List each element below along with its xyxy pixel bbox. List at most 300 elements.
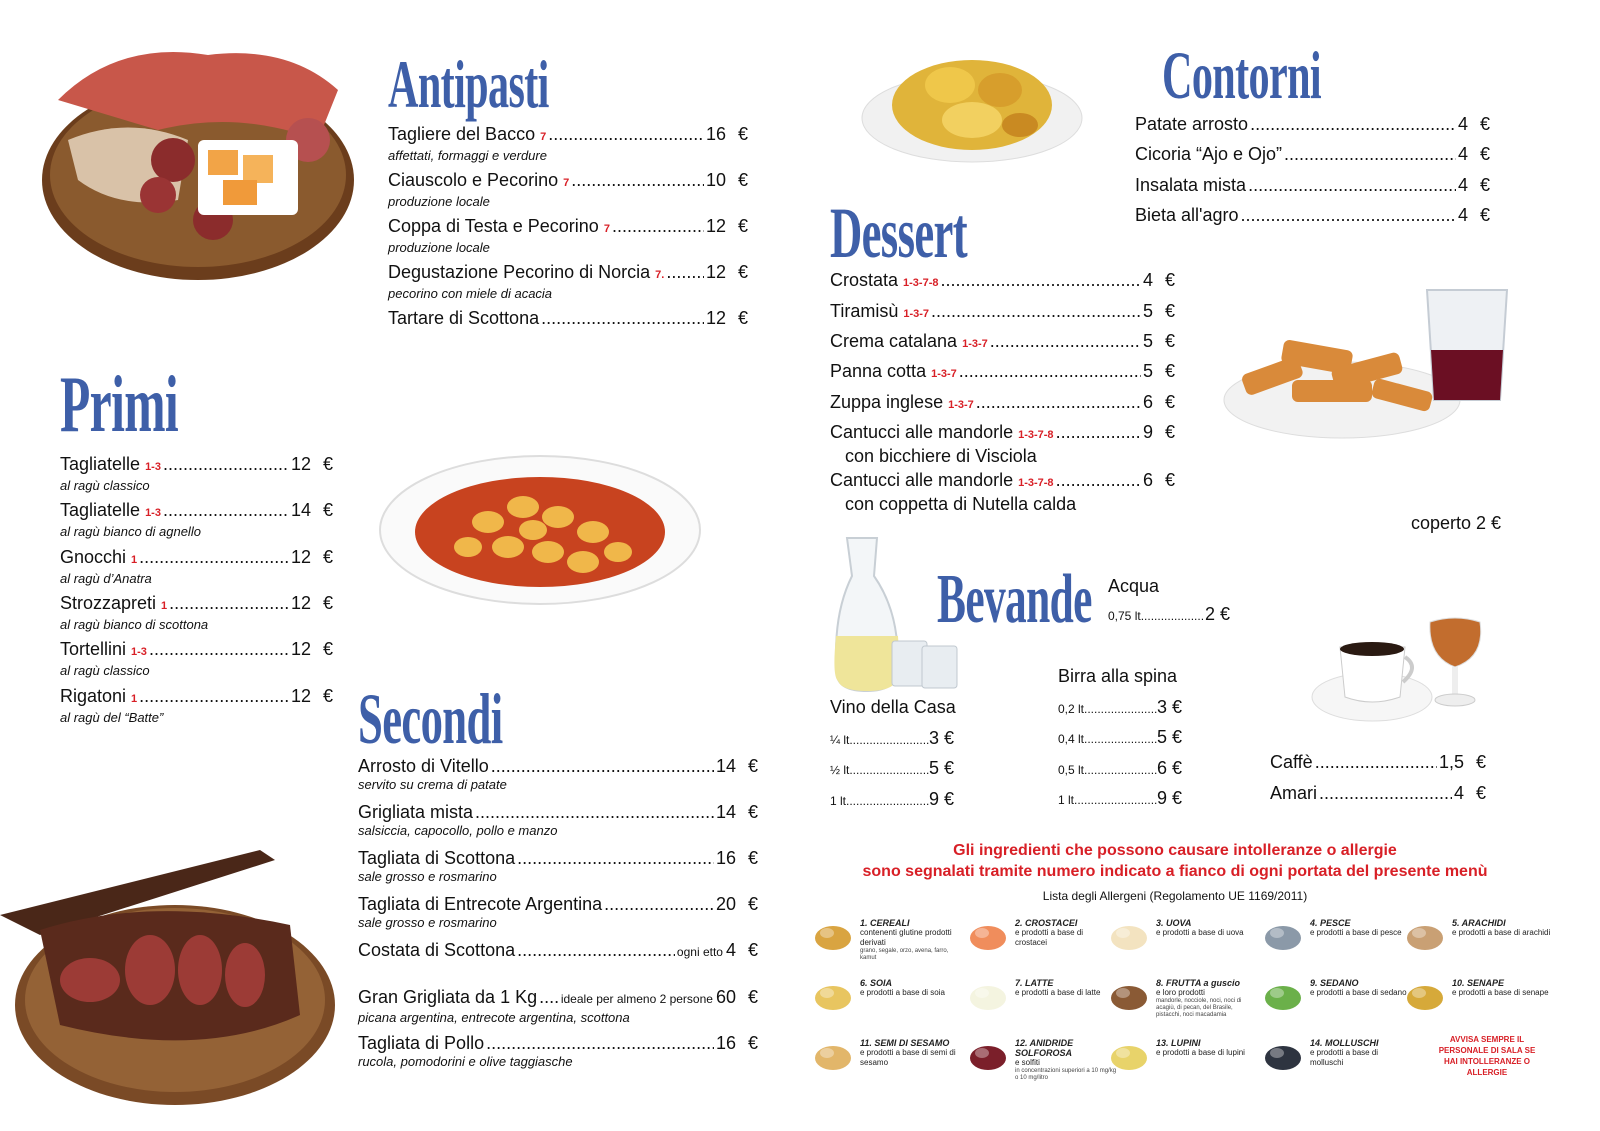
antipasti-item-desc: produzione locale	[388, 194, 490, 209]
dessert-item-allergens: 1-3-7-8	[903, 277, 939, 289]
secondi-heading: Secondi	[358, 679, 503, 759]
dessert-item-currency: €	[1164, 422, 1175, 442]
birra-leader	[1074, 793, 1157, 807]
allergen-desc: contenenti glutine prodotti derivati	[860, 928, 952, 947]
allergen-text	[1310, 918, 1402, 938]
secondi-item-name: Gran Grigliata da 1 Kg	[358, 986, 538, 1007]
secondi-item-desc: sale grosso e rosmarino	[358, 869, 497, 885]
birra-row	[1058, 697, 1182, 718]
mustard-icon	[1404, 978, 1446, 1012]
allergen-title: 3. UOVA	[1156, 918, 1192, 928]
sesame-icon	[812, 1038, 854, 1072]
dessert-item-price: 9	[1142, 422, 1153, 442]
antipasti-item	[388, 124, 748, 163]
secondi-item-desc: salsiccia, capocollo, pollo e manzo	[358, 823, 558, 839]
primi-item-row	[60, 639, 333, 663]
secondi-item-leader	[539, 987, 559, 1008]
allergen-title: 11. SEMI DI SESAMO	[860, 1038, 950, 1048]
primi-item-price: 12	[290, 592, 311, 613]
antipasti-item-name: Tagliere del Bacco	[388, 124, 536, 144]
contorni-item-leader	[1248, 175, 1456, 196]
secondi-item-desc: picana argentina, entrecote argentina, scottona	[358, 1009, 630, 1025]
dessert-item-row	[830, 331, 1175, 355]
primi-item-leader	[149, 639, 289, 660]
birra-leader	[1084, 702, 1157, 716]
mussels-icon	[1262, 1038, 1304, 1072]
antipasti-item-desc: pecorino con miele di acacia	[388, 286, 553, 301]
contorni-item-leader	[1284, 144, 1456, 165]
secondi-item	[358, 1033, 758, 1069]
primi-item-desc: al ragù bianco di agnello	[60, 524, 201, 540]
dessert-item-sub: con coppetta di Nutella calda	[845, 494, 1077, 514]
dessert-item-name: Cantucci alle mandorle	[830, 470, 1014, 490]
secondi-item-note: ogni etto	[676, 945, 723, 960]
allergen-title: 1. CEREALI	[860, 918, 910, 928]
nuts-icon	[1108, 978, 1150, 1012]
antipasti-item-allergens: 7	[603, 223, 610, 235]
allergen-note: grano, segale, orzo, avena, farro, kamut	[860, 948, 949, 961]
amari-price: 4	[1453, 783, 1464, 803]
contorni-item-name: Cicoria “Ajo e Ojo”	[1135, 144, 1283, 165]
primi-item-desc: al ragù bianco di scottona	[60, 616, 209, 632]
contorni-item	[1135, 114, 1490, 135]
dessert-item	[830, 422, 1175, 466]
primi-item-desc: al ragù del “Batte”	[60, 709, 164, 725]
allergen-text	[1452, 978, 1549, 998]
contorni-item-leader	[1241, 205, 1456, 226]
secondi-item-name: Tagliata di Pollo	[358, 1032, 485, 1053]
antipasti-item-leader	[548, 124, 704, 145]
tortellini-bowl-image	[378, 452, 703, 607]
birra-leader	[1084, 763, 1157, 777]
primi-item-price: 12	[290, 685, 311, 706]
eggs-icon	[1108, 918, 1150, 952]
birra-row	[1058, 788, 1182, 809]
contorni-item-leader	[1250, 114, 1456, 135]
allergen-desc: e prodotti a base di uova	[1156, 928, 1244, 937]
primi-item-name: Gnocchi	[60, 546, 127, 567]
contorni-heading: Contorni	[1162, 37, 1322, 113]
secondi-item-leader	[475, 802, 714, 823]
contorni-item-row	[1135, 205, 1490, 226]
dessert-item-row	[830, 270, 1175, 294]
secondi-item	[358, 756, 758, 792]
dessert-item-price: 6	[1142, 392, 1153, 412]
primi-item-leader	[169, 593, 289, 614]
antipasti-item-leader	[541, 308, 704, 329]
primi-item-currency: €	[322, 454, 333, 474]
bevande-heading: Bevande	[937, 561, 1092, 638]
allergen-text	[1015, 1038, 1117, 1082]
birra-leader	[1084, 732, 1157, 746]
dessert-item-row	[830, 422, 1175, 446]
contorni-item	[1135, 175, 1490, 196]
contorni-item-price: 4	[1457, 144, 1468, 165]
vino-label: Vino della Casa	[830, 697, 956, 717]
secondi-item-currency: €	[747, 1032, 758, 1053]
coperto-label: coperto 2 €	[1411, 513, 1502, 533]
primi-item	[60, 500, 333, 539]
birra-size: 0,2 lt	[1058, 702, 1085, 716]
primi-item-row	[60, 500, 333, 524]
allergen-title: 8. FRUTTA a guscio	[1156, 978, 1241, 988]
primi-item-allergens: 1-3	[131, 646, 147, 659]
dessert-heading: Dessert	[830, 193, 967, 273]
antipasti-item-leader	[612, 216, 704, 237]
secondi-item-currency: €	[747, 802, 758, 823]
allergen-desc: e prodotti a base di soia	[860, 988, 945, 997]
dessert-item-row	[830, 361, 1175, 385]
secondi-item-price: 60	[715, 986, 736, 1007]
contorni-item-currency: €	[1479, 144, 1490, 165]
secondi-item-name: Costata di Scottona	[358, 940, 516, 961]
allergen-entry	[1404, 978, 1554, 1012]
primi-item-desc: al ragù classico	[60, 663, 150, 679]
antipasti-item-allergens: 7	[563, 177, 570, 189]
antipasti-item-price: 12	[705, 216, 726, 236]
allergen-entry	[1262, 978, 1412, 1012]
birra-size: 0,5 lt	[1058, 762, 1085, 777]
primi-item	[60, 686, 333, 725]
acqua-row	[1108, 604, 1230, 625]
allergen-text	[860, 1038, 962, 1068]
birra-row	[1058, 727, 1182, 748]
contorni-item-currency: €	[1479, 174, 1490, 195]
birra-label: Birra alla spina	[1058, 666, 1178, 686]
allergen-desc: e loro prodotti	[1156, 988, 1205, 997]
acqua-price: 2 €	[1204, 604, 1230, 624]
allergen-desc: e prodotti a base di sedano	[1310, 988, 1407, 997]
secondi-item-note: ideale per almeno 2 persone	[560, 991, 713, 1006]
antipasti-item-name: Degustazione Pecorino di Norcia	[388, 262, 651, 282]
dessert-item-price: 5	[1142, 361, 1153, 381]
antipasti-item-price: 12	[705, 262, 726, 282]
wine-icon	[967, 1038, 1009, 1072]
allergen-entry	[1108, 1038, 1258, 1072]
dessert-item-allergens: 1-3-7-8	[1018, 477, 1054, 489]
allergen-title: 5. ARACHIDI	[1452, 918, 1506, 928]
secondi-item-leader	[517, 848, 714, 869]
cereals-icon	[812, 918, 854, 952]
allergen-title: 2. CROSTACEI	[1015, 918, 1078, 928]
antipasti-item	[388, 170, 748, 209]
acqua-label: Acqua	[1108, 576, 1160, 596]
allergen-entry	[1108, 978, 1258, 1019]
allergen-entry	[1262, 1038, 1412, 1072]
vino-size: 1 lt	[830, 793, 847, 808]
vino-leader	[846, 794, 929, 808]
contorni-item-row	[1135, 175, 1490, 196]
allergen-title: 7. LATTE	[1015, 978, 1054, 988]
primi-item	[60, 547, 333, 586]
secondi-item-currency: €	[747, 756, 758, 776]
primi-item-leader	[139, 547, 289, 568]
primi-item-leader	[163, 500, 289, 521]
primi-item-currency: €	[322, 685, 333, 706]
secondi-item-currency: €	[747, 986, 758, 1007]
dessert-item-currency: €	[1164, 270, 1175, 290]
primi-item-allergens: 1	[131, 692, 138, 705]
allergen-title: 9. SEDANO	[1310, 978, 1359, 988]
secondi-item-leader	[491, 756, 714, 777]
primi-item-currency: €	[322, 639, 333, 660]
vino-row	[830, 758, 954, 779]
primi-item-price: 14	[290, 500, 311, 521]
secondi-item-currency: €	[747, 940, 758, 961]
primi-item-price: 12	[290, 639, 311, 660]
allergen-entry	[967, 1038, 1117, 1082]
dessert-item	[830, 392, 1175, 416]
dessert-item-currency: €	[1164, 470, 1175, 490]
secondi-item-desc: servito su crema di patate	[358, 777, 507, 792]
dessert-item-leader	[1056, 422, 1141, 443]
allergen-title: 10. SENAPE	[1452, 978, 1505, 988]
dessert-item	[830, 470, 1175, 514]
allergen-text	[1156, 918, 1244, 938]
secondi-item	[358, 802, 758, 838]
contorni-item-currency: €	[1479, 114, 1490, 134]
caffe-price: 1,5	[1438, 752, 1464, 772]
primi-item-name: Strozzapreti	[60, 592, 157, 613]
allergen-desc: e prodotti a base di lupini	[1156, 1048, 1245, 1057]
secondi-item-desc: rucola, pomodorini e olive taggiasche	[358, 1053, 573, 1069]
dessert-item-name: Crostata	[830, 270, 899, 290]
primi-item-price: 12	[290, 454, 311, 474]
dessert-item-leader	[959, 361, 1141, 382]
secondi-item-row	[358, 848, 758, 869]
vino-leader	[849, 733, 929, 747]
dessert-item-price: 4	[1142, 270, 1153, 290]
shrimp-icon	[967, 918, 1009, 952]
primi-item-currency: €	[322, 592, 333, 613]
contorni-item-name: Insalata mista	[1135, 174, 1247, 195]
allergen-title: 12. ANIDRIDE SOLFOROSA	[1015, 1038, 1074, 1058]
allergen-text	[1156, 978, 1258, 1019]
antipasti-item-currency: €	[737, 262, 748, 282]
primi-item-row	[60, 593, 333, 617]
antipasti-board-image	[38, 30, 358, 285]
allergen-entry	[1108, 918, 1258, 952]
secondi-item-price: 14	[715, 802, 736, 823]
antipasti-item-price: 16	[705, 124, 726, 144]
birra-price: 6 €	[1156, 757, 1182, 778]
antipasti-item	[388, 308, 748, 329]
allergen-text	[1310, 1038, 1412, 1068]
contorni-item-price: 4	[1457, 114, 1468, 134]
primi-item-name: Tortellini	[60, 639, 127, 660]
antipasti-item-name: Coppa di Testa e Pecorino	[388, 216, 599, 236]
antipasti-item-row	[388, 124, 748, 148]
vino-size: ¼ lt	[830, 733, 850, 747]
secondi-item-price: 4	[725, 940, 736, 961]
primi-item-name: Tagliatelle	[60, 500, 141, 521]
contorni-item-row	[1135, 114, 1490, 135]
dessert-item-row	[830, 301, 1175, 325]
allergen-text	[1015, 918, 1117, 948]
secondi-item-name: Tagliata di Entrecote Argentina	[358, 894, 603, 915]
dessert-item-price: 6	[1142, 470, 1153, 490]
allergen-text	[1015, 978, 1100, 998]
allergen-desc: e prodotti a base di senape	[1452, 988, 1549, 997]
allergen-entry	[967, 978, 1117, 1012]
secondi-item	[358, 894, 758, 930]
allergen-desc: e prodotti a base di arachidi	[1452, 928, 1551, 937]
dessert-item-price: 5	[1142, 301, 1153, 321]
allergy-warning: AVVISA SEMPRE IL PERSONALE DI SALA SE HAI INTOLLERANZE O ALLERGIE	[1438, 1035, 1536, 1077]
allergen-desc: e prodotti a base di pesce	[1310, 928, 1402, 937]
amari-row: Amari ..... 4 €	[1270, 783, 1486, 804]
secondi-item-desc: sale grosso e rosmarino	[358, 915, 497, 931]
antipasti-item-currency: €	[737, 124, 748, 144]
steak-board-image	[0, 845, 340, 1107]
secondi-item-row	[358, 756, 758, 777]
allergen-entry	[1262, 918, 1412, 952]
dessert-item-allergens: 1-3-7	[903, 308, 930, 320]
secondi-item-price: 14	[715, 756, 736, 776]
allergy-title-line2: sono segnalati tramite numero indicato a fianco di ogni portata del presente menù	[862, 863, 1488, 880]
dessert-item-name: Cantucci alle mandorle	[830, 422, 1014, 442]
allergen-title: 4. PESCE	[1310, 918, 1351, 928]
secondi-item	[358, 848, 758, 884]
dessert-item-leader	[990, 331, 1141, 352]
vino-size: ½ lt	[830, 763, 850, 778]
primi-heading: Primi	[60, 361, 179, 449]
dessert-item-leader	[931, 301, 1141, 322]
allergen-text	[860, 978, 945, 998]
allergen-title: 6. SOIA	[860, 978, 893, 988]
secondi-item-leader	[486, 1033, 714, 1054]
allergen-note: in concentrazioni superiori a 10 mg/kg o 10 mg/litro	[1015, 1068, 1117, 1081]
vino-price: 9 €	[928, 788, 954, 809]
primi-item-desc: al ragù classico	[60, 478, 150, 493]
dessert-item-leader	[1056, 470, 1141, 491]
antipasti-heading: Antipasti	[388, 46, 549, 122]
vino-price: 3 €	[928, 728, 954, 748]
milk-icon	[967, 978, 1009, 1012]
celery-icon	[1262, 978, 1304, 1012]
contorni-item-price: 4	[1457, 204, 1468, 225]
secondi-item-row	[358, 894, 758, 915]
primi-item-desc: al ragù d’Anatra	[60, 570, 152, 586]
acqua-size: 0,75 lt	[1108, 609, 1141, 623]
primi-item-allergens: 1	[161, 599, 168, 612]
birra-price: 3 €	[1156, 697, 1182, 717]
secondi-item	[358, 940, 758, 963]
birra-price: 5 €	[1156, 727, 1182, 748]
allergen-entry	[967, 918, 1117, 952]
antipasti-item-desc: produzione locale	[388, 240, 490, 255]
vino-row	[830, 728, 954, 749]
primi-item-leader	[163, 454, 289, 475]
dessert-item-currency: €	[1164, 301, 1175, 321]
dessert-item-name: Panna cotta	[830, 361, 927, 381]
antipasti-item-price: 12	[705, 308, 726, 328]
primi-item	[60, 639, 333, 678]
secondi-item-price: 20	[715, 894, 736, 915]
antipasti-item-name: Ciauscolo e Pecorino	[388, 170, 559, 190]
dessert-item-leader	[941, 270, 1141, 291]
primi-item-row	[60, 547, 333, 571]
primi-item	[60, 593, 333, 632]
secondi-item-row	[358, 802, 758, 823]
dessert-item-allergens: 1-3-7	[948, 399, 974, 411]
allergen-text	[1452, 918, 1550, 938]
peanuts-icon	[1404, 918, 1446, 952]
antipasti-item-currency: €	[737, 308, 748, 328]
primi-item-leader	[139, 686, 289, 707]
dessert-item-currency: €	[1164, 361, 1175, 381]
antipasti-item-allergens: 7	[540, 131, 547, 143]
dessert-item-price: 5	[1142, 331, 1153, 351]
secondi-item	[358, 987, 758, 1025]
dessert-item	[830, 331, 1175, 355]
coffee-amaro-image	[1310, 612, 1490, 727]
primi-item-allergens: 1	[131, 553, 138, 566]
secondi-item-price: 16	[715, 848, 736, 869]
secondi-item-currency: €	[747, 848, 758, 869]
primi-item-row	[60, 454, 333, 478]
vino-leader	[849, 763, 929, 777]
antipasti-item-row	[388, 216, 748, 240]
secondi-item-leader	[517, 940, 675, 961]
contorni-item-currency: €	[1479, 204, 1490, 225]
antipasti-item-currency: €	[737, 216, 748, 236]
antipasti-item-allergens: 7.	[655, 269, 665, 281]
allergen-desc: e prodotti a base di latte	[1015, 988, 1101, 997]
allergen-note: mandorle, nocciole, noci, noci di acagiù, di pecan, del Brasile, pistacchi, noci macadamia	[1156, 998, 1242, 1018]
antipasti-item	[388, 216, 748, 255]
vino-price: 5 €	[928, 758, 954, 779]
antipasti-item-row	[388, 170, 748, 194]
lupin-icon	[1108, 1038, 1150, 1072]
secondi-item-row	[358, 987, 758, 1010]
primi-item-currency: €	[322, 500, 333, 521]
antipasti-item-leader	[666, 262, 704, 283]
allergen-entry	[812, 1038, 962, 1072]
allergen-entry	[812, 918, 962, 962]
secondi-item-name: Arrosto di Vitello	[358, 756, 489, 776]
soy-icon	[812, 978, 854, 1012]
dessert-item	[830, 270, 1175, 294]
secondi-item-row	[358, 940, 758, 963]
dessert-item-leader	[976, 392, 1141, 413]
birra-price: 9 €	[1156, 787, 1182, 808]
antipasti-item-price: 10	[705, 170, 726, 190]
allergy-subtitle: Lista degli Allergeni (Regolamento UE 1169/2011)	[1042, 889, 1308, 903]
primi-item-allergens: 1-3	[145, 507, 161, 520]
dessert-item-sub: con bicchiere di Visciola	[845, 446, 1037, 466]
primi-item-currency: €	[322, 546, 333, 567]
amari-name: Amari	[1270, 783, 1318, 803]
allergen-title: 14. MOLLUSCHI	[1310, 1038, 1379, 1048]
antipasti-item-row	[388, 308, 748, 329]
antipasti-item-currency: €	[737, 170, 748, 190]
birra-size: 1 lt	[1058, 792, 1075, 807]
birra-size: 0,4 lt	[1058, 732, 1085, 747]
allergen-text	[1156, 1038, 1245, 1058]
allergen-desc: e prodotti a base di semi di sesamo	[860, 1048, 956, 1067]
allergy-title-line1: Gli ingredienti che possono causare intolleranze o allergie	[953, 842, 1397, 859]
antipasti-item	[388, 262, 748, 301]
cantucci-plate-image	[1222, 285, 1517, 445]
primi-item-allergens: 1-3	[145, 461, 161, 473]
primi-item-row	[60, 686, 333, 710]
contorni-item-name: Bieta all'agro	[1135, 204, 1239, 225]
allergen-desc: e prodotti a base di molluschi	[1310, 1048, 1379, 1067]
dessert-item-allergens: 1-3-7	[931, 368, 957, 380]
allergen-text	[1310, 978, 1407, 998]
contorni-item-price: 4	[1457, 174, 1468, 195]
